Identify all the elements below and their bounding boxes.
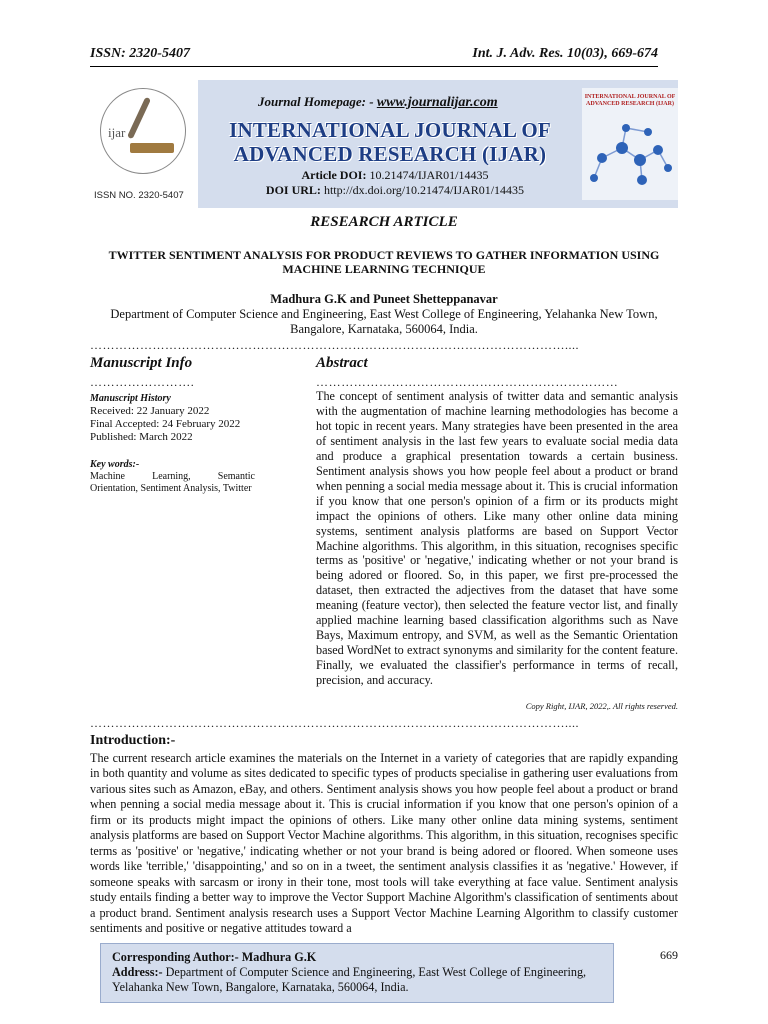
address-label: Address:- (112, 965, 163, 979)
cover-title: INTERNATIONAL JOURNAL OF ADVANCED RESEARCH (IJAR) (584, 94, 676, 107)
journal-homepage (258, 94, 498, 111)
divider-bottom: …………………………………………………………………………………………………….... (90, 717, 579, 729)
logo-issn: ISSN NO. 2320-5407 (94, 190, 184, 201)
homepage-label: Journal Homepage: - (258, 94, 374, 109)
divider-abstract: ……………………………………………………………… (316, 375, 619, 389)
doi-label: Article DOI: (301, 168, 367, 182)
article-type: RESEARCH ARTICLE (310, 214, 458, 230)
accepted-date: Final Accepted: 24 February 2022 (90, 418, 241, 430)
journal-logo (90, 80, 198, 208)
molecule-icon (582, 88, 678, 200)
page-number: 669 (660, 948, 678, 962)
journal-banner (90, 80, 678, 208)
corresponding-author-box (100, 943, 614, 1003)
doi-block (240, 168, 550, 198)
journal-title (220, 118, 560, 166)
published-date: Published: March 2022 (90, 431, 193, 443)
introduction-heading: Introduction:- (90, 733, 176, 748)
article-title: TWITTER SENTIMENT ANALYSIS FOR PRODUCT REVIEWS TO GATHER INFORMATION USING MACHINE LEARNING TECHNIQUE (108, 248, 660, 276)
keywords-title: Key words:- (90, 459, 140, 470)
history-title: Manuscript History (90, 393, 171, 404)
book-icon (130, 143, 174, 153)
manuscript-history (90, 392, 270, 444)
journal-title-line-2: ADVANCED RESEARCH (IJAR) (233, 142, 547, 166)
divider-top: …………………………………………………………………………………………………….... (90, 339, 579, 351)
received-date: Received: 22 January 2022 (90, 405, 210, 417)
keywords-block (90, 459, 255, 495)
doi-url-link[interactable]: http://dx.doi.org/10.21474/IJAR01/14435 (323, 183, 525, 197)
corresponding-author: Corresponding Author:- Madhura G.K (112, 950, 317, 964)
authors: Madhura G.K and Puneet Shetteppanavar (270, 292, 498, 306)
doi-value: 10.21474/IJAR01/14435 (369, 168, 489, 182)
journal-ref-header: Int. J. Adv. Res. 10(03), 669-674 (472, 46, 658, 61)
issn-header: ISSN: 2320-5407 (90, 46, 190, 61)
doi-url-label: DOI URL: (265, 183, 321, 197)
introduction-text: The current research article examines the materials on the Internet in a variety of categories that are rapidly expanding in both quantity and volume as sites dedicated to specific types of products specialise in gathering user evaluations from various sites such as Amazon, eBay, and others. Sentiment analysis shows you how people feel about a product or brand when penning a social media message about it. This is crucial information if you know that one person's opinion of a firm or its products might impact the opinions of others. Like many other online data mining systems, sentiment analysis platforms are based on Support Vector Machine algorithms. This algorithm, in this situation, recognises specific terms as 'positive' or 'negative,' indicating whether or not your brand is being adored or floored. When someone uses words like 'terrible,' 'disappointing,' and so on in a tweet, the sentiment analysis classifies it as 'negative.' However, if someone speaks with sarcasm or irony in their tone, most tools will take everything at face value. Sentiment analysis study entails finding a better way to improve the Vector Support Machine Algorithm's classification of sentiments about a product brand. Sentiment analysis research uses a Support Vector Machine Learning Algorithm to classify customer sentiments and positive or negative attitudes toward a (90, 751, 678, 935)
abstract-text: The concept of sentiment analysis of twitter data and semantic analysis with the augmentation of machine learning methodologies has become a hot topic in recent years. Many strategies have been presented in the area of sentiment analysis in the last few years to evaluate social media data and produce a graphical presentation towards a certain business. Sentiment analysis shows you how people feel about a product or brand when penning a social media message about it. This is crucial information if you know that one person's opinion of a firm or its products might impact the opinions of others. Like many other online data mining systems, sentiment analysis platforms are based on Support Vector Machine algorithms. This algorithm, in this situation, recognises specific terms as 'positive' or 'negative,' indicating whether or not your brand is being adored or floored. So, in this paper, we first pre-processed the dataset, then extracted the adjectives from the dataset that have some meaning (feature vector), then selected the feature vector list, and finally applied machine learning based classification algorithms such as Nave Bays, Maximum entropy, and SVM, as well as the Semantic Orientation based WordNet to extract synonyms and similarity for the content feature. Finally, we evaluated the classifier's performance in terms of recall, precision, and accuracy. (316, 389, 678, 688)
address: Department of Computer Science and Engineering, East West College of Engineering, Yelahanka New Town, Bangalore, Karnataka, 560064, India. (112, 965, 587, 994)
abstract-heading: Abstract (316, 355, 368, 371)
journal-title-line-1: INTERNATIONAL JOURNAL OF (229, 118, 551, 142)
affiliation: Department of Computer Science and Engineering, East West College of Engineering, Yelahanka New Town, Bangalore, Karnataka, 560064, India. (110, 307, 658, 336)
journal-cover-image (582, 88, 678, 200)
divider-manuscript: ……………………. (90, 375, 195, 389)
running-header (90, 46, 658, 67)
logo-text: ijar (108, 125, 126, 140)
manuscript-info-heading: Manuscript Info (90, 355, 193, 371)
homepage-link[interactable]: www.journalijar.com (376, 95, 498, 110)
keywords: Machine Learning, Semantic Orientation, Sentiment Analysis, Twitter (90, 471, 255, 494)
copyright: Copy Right, IJAR, 2022,. All rights reserved. (525, 701, 678, 711)
